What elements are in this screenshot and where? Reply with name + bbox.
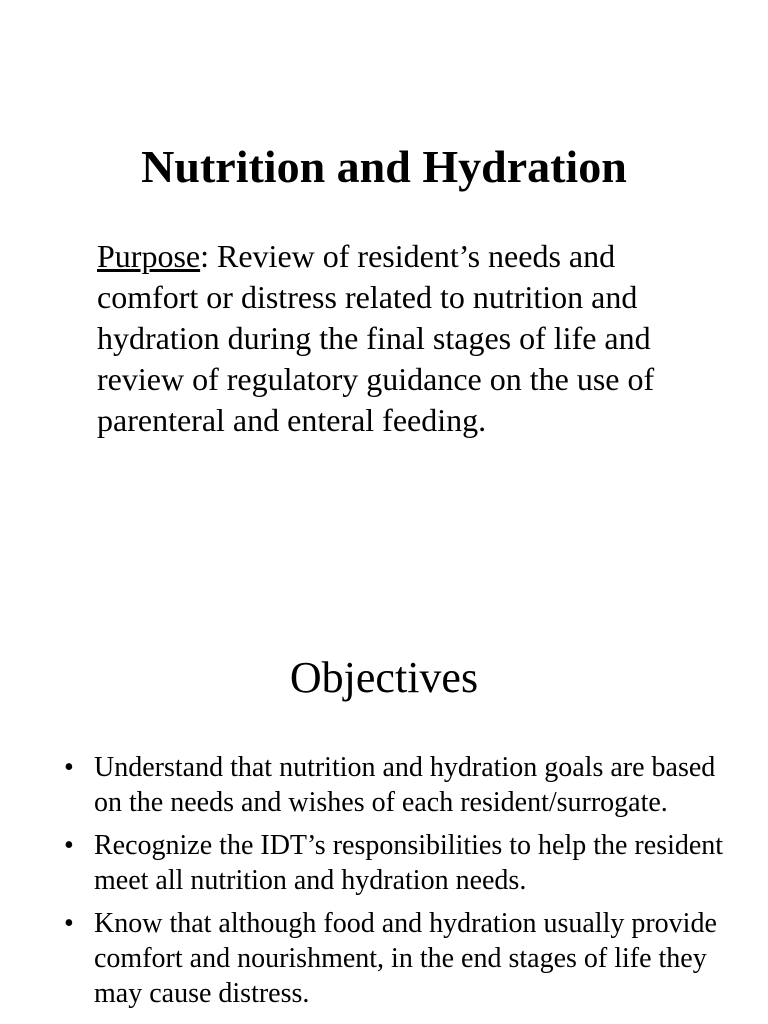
objective-text: Recognize the IDT’s responsibilities to help the resident meet all nutrition and hydration needs. bbox=[94, 830, 724, 896]
slide-objectives bbox=[0, 560, 768, 1024]
objective-text: Understand that nutrition and hydration goals are based on the needs and wishes of each resident/surrogate. bbox=[94, 752, 716, 818]
bullet-icon: • bbox=[64, 908, 74, 939]
bullet-icon: • bbox=[64, 752, 74, 783]
slide-title: Objectives bbox=[289, 653, 479, 702]
bullet-icon: • bbox=[64, 830, 74, 861]
list-item bbox=[0, 828, 768, 898]
list-item bbox=[0, 906, 768, 1011]
purpose-paragraph bbox=[97, 236, 657, 441]
objectives-list bbox=[0, 750, 768, 1019]
objective-text: Know that although food and hydration usually provide comfort and nourishment, in the end stages of life they may cause distress. bbox=[94, 908, 717, 1009]
slide-title: Nutrition and Hydration bbox=[141, 141, 627, 192]
purpose-label: Purpose bbox=[97, 238, 201, 274]
list-item bbox=[0, 750, 768, 820]
purpose-text: : Review of resident’s needs and comfort or distress related to nutrition and hydration during the final stages of life and review of regulatory guidance on the use of parenteral and enteral feeding. bbox=[97, 238, 655, 438]
